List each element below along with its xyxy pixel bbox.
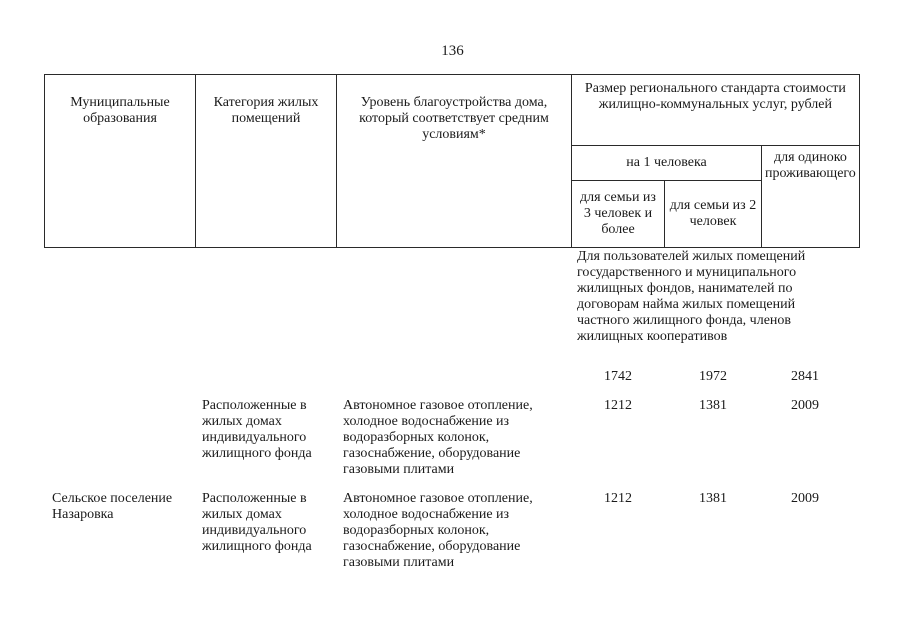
row1-family3-value: 1742 [604, 369, 632, 384]
header-single-resident: для одиноко проживающего [762, 146, 860, 248]
header-standard-size: Размер регионального стандарта стоимости жилищно-коммунальных услуг, рублей [572, 75, 860, 146]
row2-family3-value: 1212 [604, 398, 632, 413]
row3-family2-value: 1381 [699, 491, 727, 506]
section-note: Для пользователей жилых помещений государственного и муниципального жилищных фондов, нанимателей по договорам найма жилых помещений частного жилищного фонда, членов жилищных кооперативов [577, 249, 806, 344]
header-category: Категория жилых помещений [196, 75, 337, 248]
header-comfort-level: Уровень благоустройства дома, который соответствует средним условиям* [337, 75, 572, 248]
row3-comfort-level: Автономное газовое отопление, холодное водоснабжение из водоразборных колонок, газоснабжение, оборудование газовыми плитами [343, 491, 533, 570]
row1-family2-value: 1972 [699, 369, 727, 384]
page-number: 136 [441, 43, 464, 59]
row3-single-value: 2009 [791, 491, 819, 506]
header-family-3plus: для семьи из 3 человек и более [572, 181, 665, 248]
row2-family2-value: 1381 [699, 398, 727, 413]
row3-category: Расположенные в жилых домах индивидуального жилищного фонда [202, 491, 312, 554]
header-table [44, 74, 860, 248]
header-per-person: на 1 человека [572, 146, 762, 181]
row2-comfort-level: Автономное газовое отопление, холодное водоснабжение из водоразборных колонок, газоснабжение, оборудование газовыми плитами [343, 398, 533, 477]
row2-category: Расположенные в жилых домах индивидуального жилищного фонда [202, 398, 312, 461]
row1-single-value: 2841 [791, 369, 819, 384]
row2-single-value: 2009 [791, 398, 819, 413]
row3-municipality: Сельское поселение Назаровка [52, 491, 173, 522]
header-municipality: Муниципальные образования [45, 75, 196, 248]
row3-family3-value: 1212 [604, 491, 632, 506]
header-family-2: для семьи из 2 человек [665, 181, 762, 248]
